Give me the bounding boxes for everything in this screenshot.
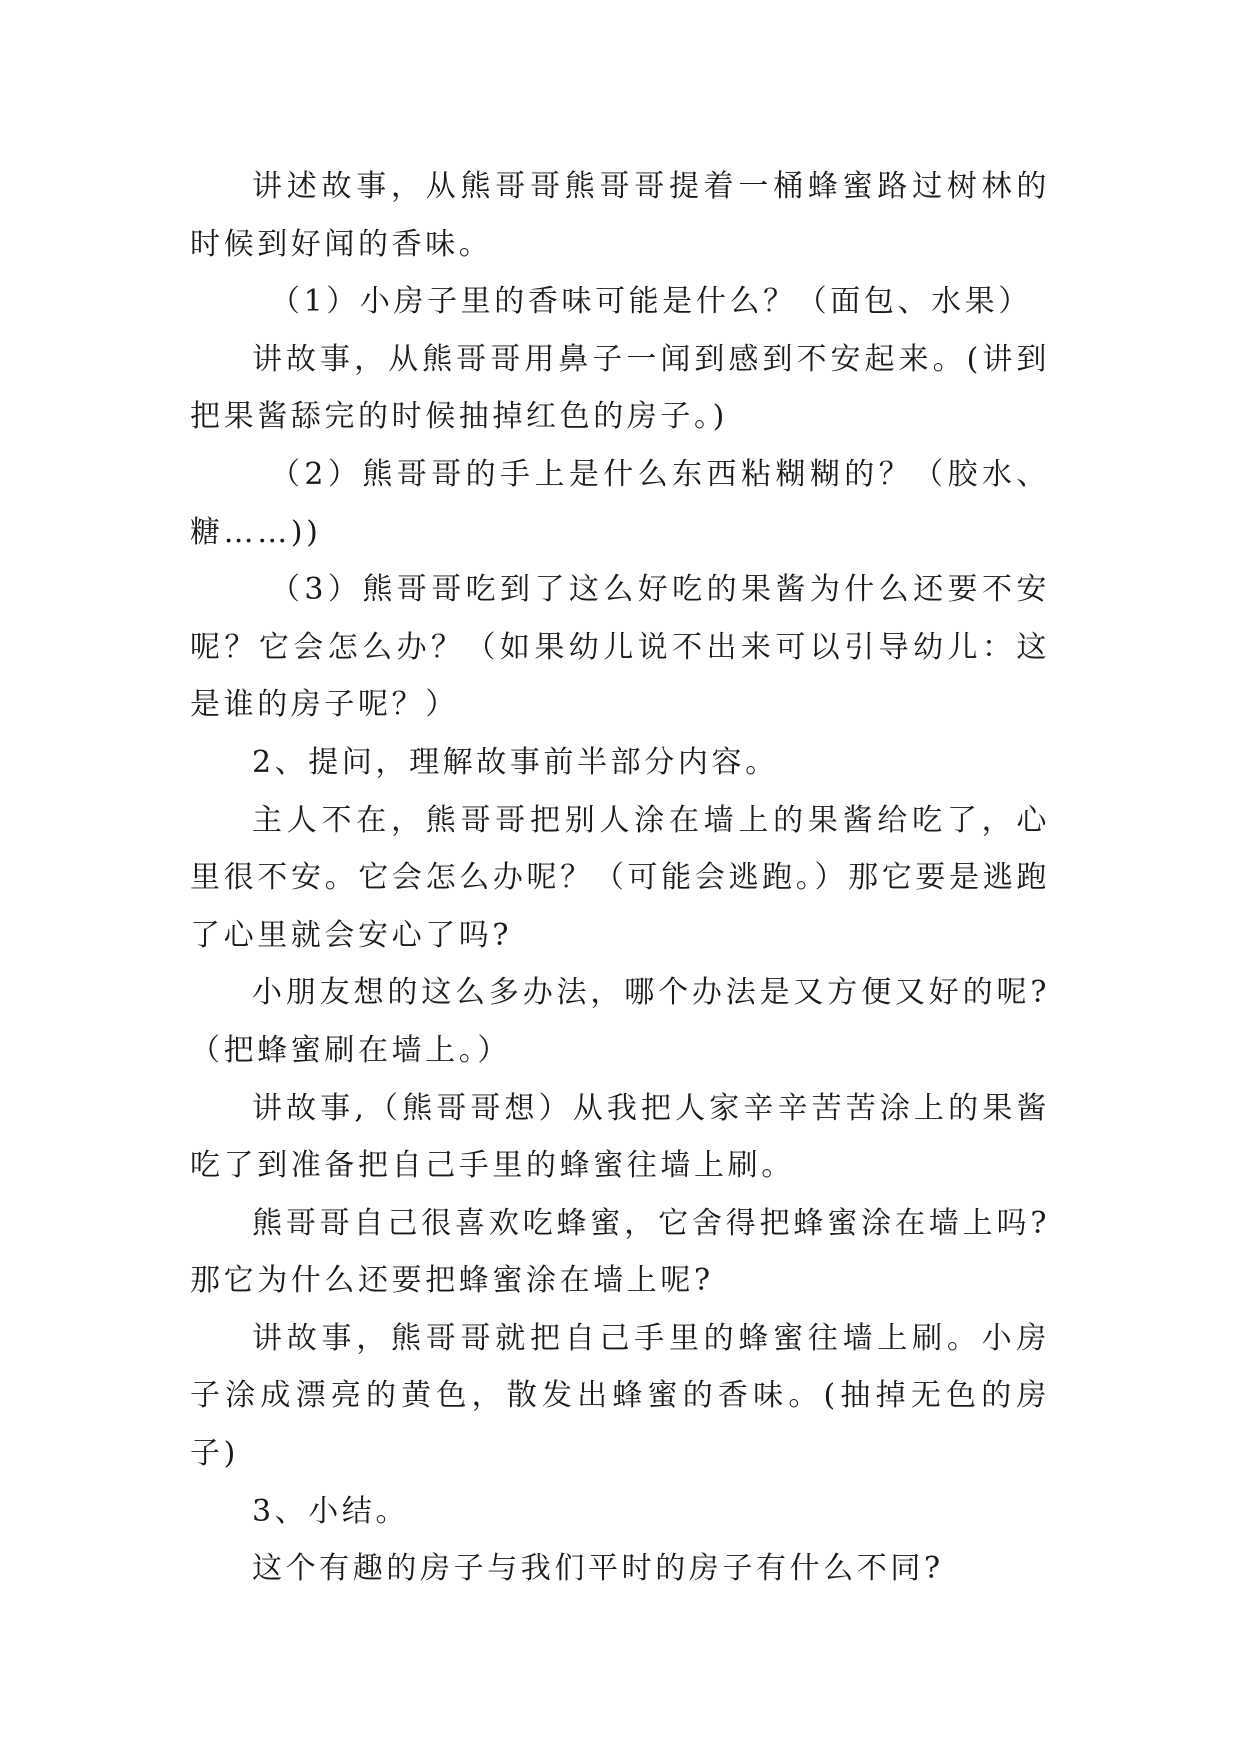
question-3: （3）熊哥哥吃到了这么好吃的果酱为什么还要不安呢？它会怎么办？（如果幼儿说不出来可以引导幼儿：这是谁的房子呢？） [190,572,1050,723]
question-1: （1）小房子里的香味可能是什么？（面包、水果） [270,284,1032,320]
paragraph-story-bear-thinks: 讲故事,（熊哥哥想）从我把人家辛辛苦苦涂上的果酱吃了到准备把自己手里的蜂蜜往墙上刷。 [190,1090,1050,1184]
paragraph-summary-question: 这个有趣的房子与我们平时的房子有什么不同? [252,1551,944,1587]
section-heading-2: 2、提问，理解故事前半部分内容。 [252,744,779,780]
paragraph-owner-absent: 主人不在，熊哥哥把别人涂在墙上的果酱给吃了，心里很不安。它会怎么办呢？（可能会逃跑。）那它要是逃跑了心里就会安心了吗? [190,802,1050,953]
section-heading-3: 3、小结。 [252,1493,410,1529]
paragraph-story-smell: 讲故事，从熊哥哥用鼻子一闻到感到不安起来。(讲到把果酱舔完的时候抽掉红色的房子。) [190,341,1050,435]
paragraph-story-intro: 讲述故事，从熊哥哥熊哥哥提着一桶蜂蜜路过树林的时候到好闻的香味。 [190,169,1050,262]
paragraph-kids-ideas: 小朋友想的这么多办法，哪个办法是又方便又好的呢?（把蜂蜜刷在墙上。） [190,975,1050,1068]
document-body [190,158,1050,1598]
paragraph-story-painting: 讲故事，熊哥哥就把自己手里的蜂蜜往墙上刷。小房子涂成漂亮的黄色，散发出蜂蜜的香味。(抽掉无色的房子) [190,1320,1050,1472]
question-2: （2）熊哥哥的手上是什么东西粘糊糊的？（胶水、糖……)) [190,456,1050,550]
paragraph-honey-question: 熊哥哥自己很喜欢吃蜂蜜，它舍得把蜂蜜涂在墙上吗?那它为什么还要把蜂蜜涂在墙上呢? [190,1205,1050,1299]
